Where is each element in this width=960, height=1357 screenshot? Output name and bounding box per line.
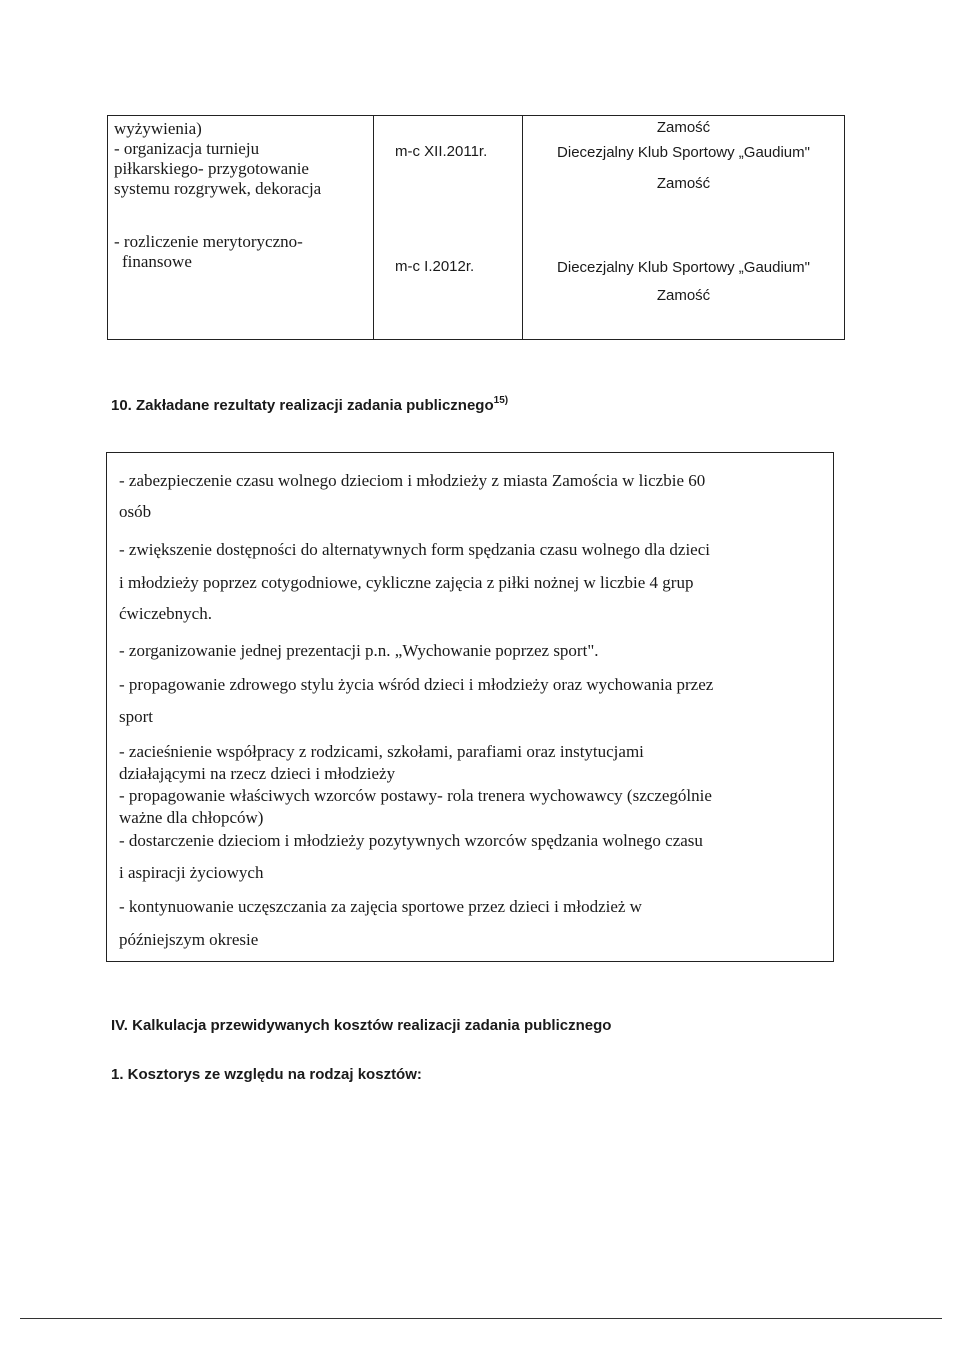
activity-text: finansowe [122, 252, 192, 271]
organizer-text: Diecezjalny Klub Sportowy „Gaudium" [557, 259, 810, 276]
activity-text: systemu rozgrywek, dekoracja [114, 179, 322, 198]
result-line: - propagowanie właściwych wzorców postawy- rola trenera wychowawcy (szczególnie [119, 786, 712, 805]
result-line: - kontynuowanie uczęszczania za zajęcia sportowe przez dzieci i młodzież w [119, 897, 642, 916]
section-10-heading [111, 395, 508, 414]
result-line: ćwiczebnych. [119, 604, 212, 623]
activity-text: wyżywienia) [114, 119, 202, 138]
activity-text: - rozliczenie merytoryczno- [114, 232, 303, 251]
activity-text: piłkarskiego- przygotowanie [114, 159, 309, 178]
result-line: - zacieśnienie współpracy z rodzicami, szkołami, parafiami oraz instytucjami [119, 742, 644, 761]
footnote-marker: 15) [493, 395, 509, 406]
schedule-table [107, 115, 845, 340]
result-line: - propagowanie zdrowego stylu życia wśród dzieci i młodzieży oraz wychowania przez [119, 675, 714, 694]
results-box [106, 452, 834, 962]
result-line: - zwiększenie dostępności do alternatywnych form spędzania czasu wolnego dla dzieci [119, 540, 710, 559]
result-line: - zabezpieczenie czasu wolnego dzieciom i młodzieży z miasta Zamościa w liczbie 60 [119, 471, 706, 490]
result-line: - dostarczenie dzieciom i młodzieży pozytywnych wzorców spędzania wolnego czasu [119, 831, 703, 850]
result-line: późniejszym okresie [119, 930, 259, 949]
section-iv-subheading: 1. Kosztorys ze względu na rodzaj kosztów: [111, 1066, 422, 1083]
organizer-text: Zamość [656, 175, 711, 192]
organizer-text: Zamość [656, 287, 711, 304]
result-line: osób [119, 502, 152, 521]
section-iv-heading: IV. Kalkulacja przewidywanych kosztów realizacji zadania publicznego [111, 1017, 612, 1034]
footer-divider [20, 1318, 942, 1319]
date-text: m-c I.2012r. [395, 258, 475, 275]
result-line: i aspiracji życiowych [119, 863, 264, 882]
result-line: - zorganizowanie jednej prezentacji p.n. „Wychowanie poprzez sport". [119, 641, 599, 660]
section-10-title: 10. Zakładane rezultaty realizacji zadania publicznego [111, 397, 494, 414]
result-line: ważne dla chłopców) [119, 808, 264, 827]
organizer-text: Zamość [656, 119, 711, 136]
result-line: sport [119, 707, 153, 726]
result-line: i młodzieży poprzez cotygodniowe, cykliczne zajęcia z piłki nożnej w liczbie 4 grup [119, 573, 694, 592]
result-line: działającymi na rzecz dzieci i młodzieży [119, 764, 396, 783]
activity-text: - organizacja turnieju [114, 139, 260, 158]
date-text: m-c XII.2011r. [395, 143, 488, 160]
column-divider [373, 116, 374, 339]
organizer-text: Diecezjalny Klub Sportowy „Gaudium" [557, 144, 810, 161]
